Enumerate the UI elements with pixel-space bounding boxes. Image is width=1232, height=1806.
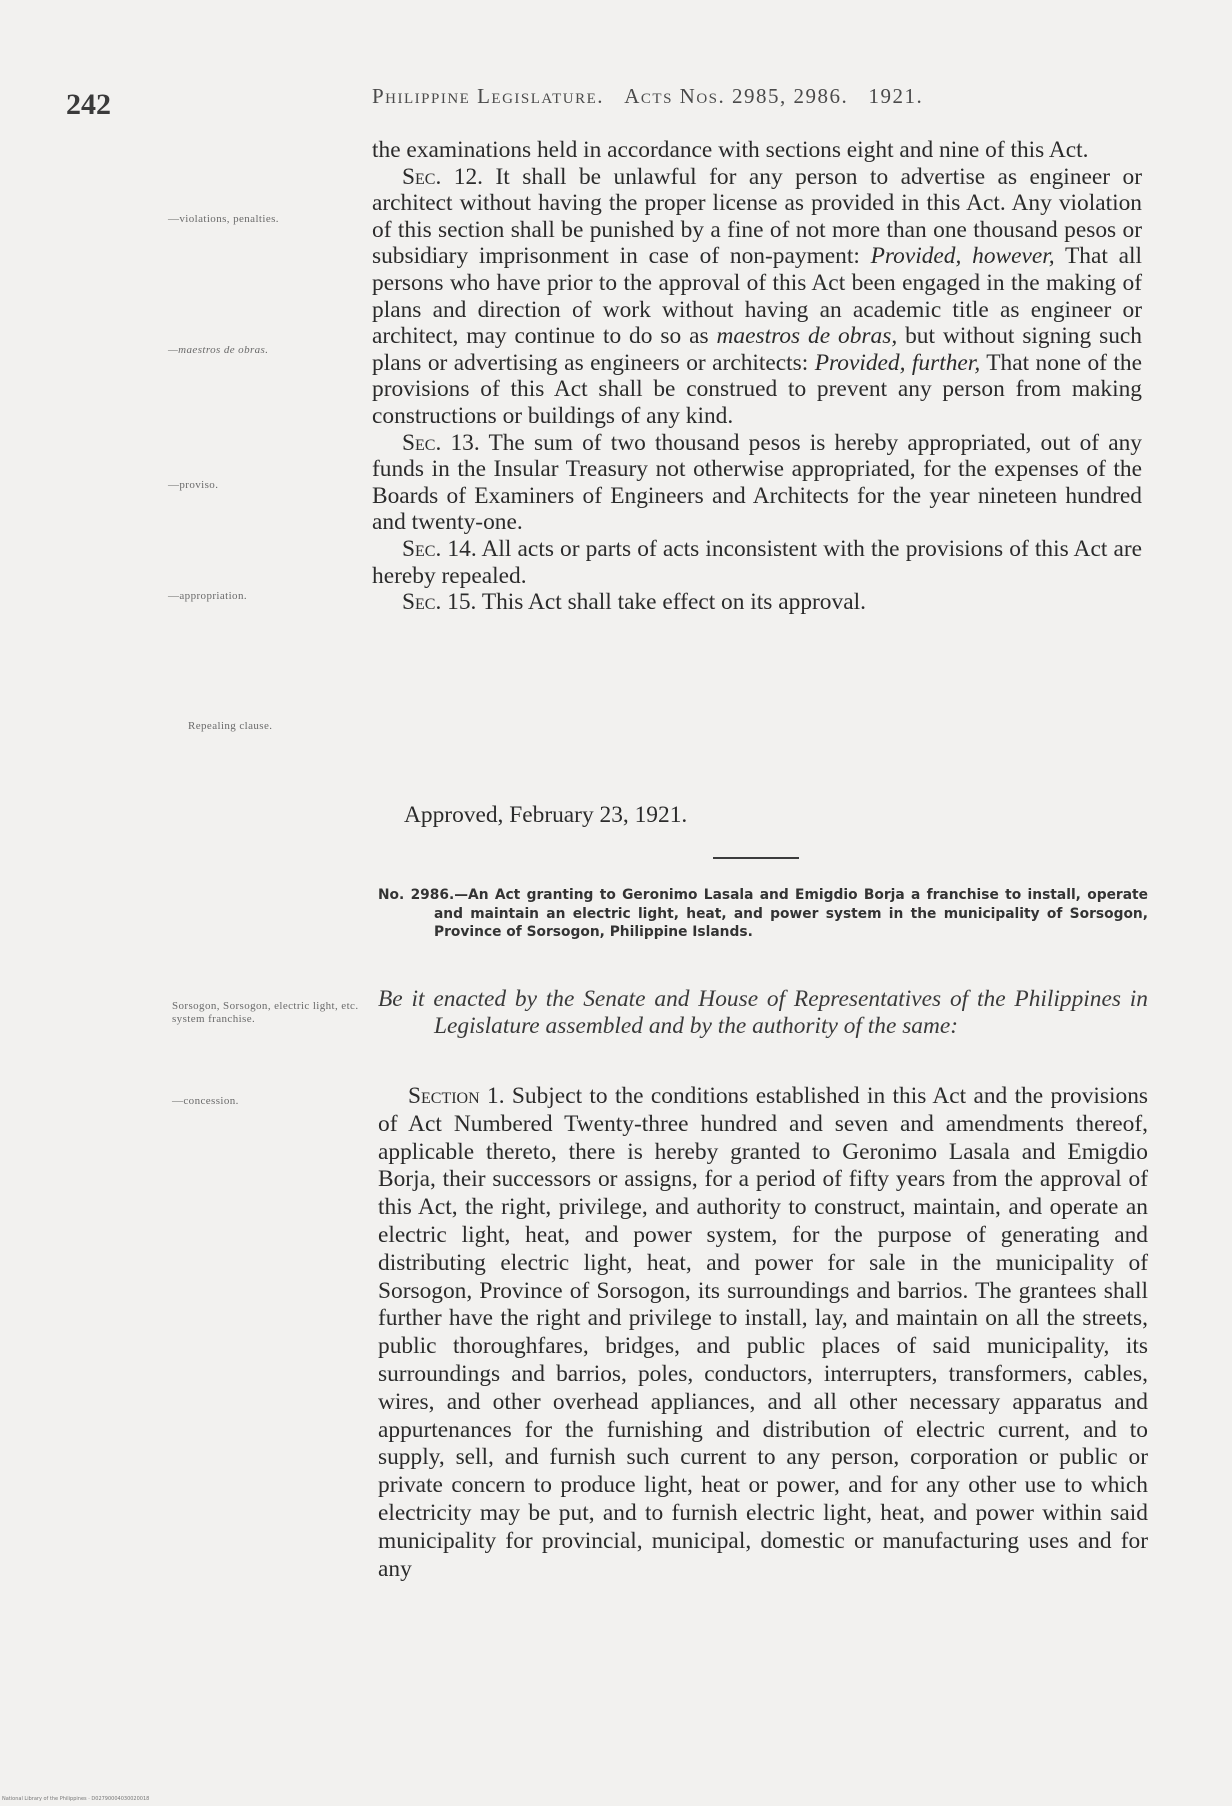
- running-head-year: 1921.: [868, 84, 924, 108]
- section-12-text-b: That all persons who have prior to the approval of this Act been engaged in the making of plans and direction of work without having an academic title as engineer or architect, may continue to do so as: [372, 243, 1143, 350]
- section-12-label: Sec. 12.: [402, 163, 484, 190]
- section-12: [372, 164, 1142, 430]
- section-14-text: All acts or parts of acts inconsistent with the provisions of this Act are hereby repealed.: [372, 535, 1143, 589]
- margin-note-maestros: —maestros de obras.: [168, 344, 269, 356]
- section-1-label: Section 1.: [408, 1083, 505, 1109]
- act-2986-title: No. 2986.—An Act granting to Geronimo Lasala and Emigdio Borja a franchise to install, operate and maintain an electric light, heat, and power system in the municipality of Sorsogon, Province of Sorsogon, Philippine Islands.: [378, 887, 1148, 941]
- section-14-label: Sec. 14.: [402, 535, 477, 562]
- section-14: [372, 536, 1142, 589]
- running-head: [372, 84, 1132, 109]
- running-head-title: Philippine Legislature.: [372, 84, 604, 108]
- margin-note-proviso: —proviso.: [168, 479, 219, 491]
- section-12-maestros: maestros de obras,: [716, 323, 898, 350]
- footer-credit: National Library of the Philippines · D02790004030020018: [2, 1796, 150, 1802]
- section-15: [372, 589, 1142, 616]
- section-15-label: Sec. 15.: [402, 589, 477, 616]
- section-12-text-c: but without signing such plans or advertising as engineers or architects:: [372, 323, 1143, 376]
- section-15-text: This Act shall take effect on its approval.: [476, 589, 866, 616]
- act-2986-summary: [378, 886, 1148, 942]
- section-13: [372, 430, 1142, 536]
- margin-note-concession: —concession.: [172, 1095, 239, 1107]
- section-divider: [713, 857, 799, 859]
- margin-note-franchise: Sorsogon, Sorsogon, electric light, etc. system franchise.: [172, 1000, 359, 1025]
- page-number: 242: [66, 88, 111, 121]
- act-2986-section-1: [378, 1083, 1148, 1583]
- running-head-acts: Acts Nos. 2985, 2986.: [624, 84, 849, 108]
- section-1-text: Subject to the conditions established in this Act and the provisions of Act Numbered Twenty-three hundred and seven and amendments thereof, applicable thereto, there is hereby granted to Geronimo Lasala and Emigdio Borja, their successors or assigns, for a period of fifty years from the approval of this Act, the right, privilege, and authority to construct, maintain, and operate an electric light, heat, and power system, for the purpose of generating and distributing electric light, heat, and power for sale in the municipality of Sorsogon, Province of Sorsogon, its surroundings and barrios. The grantees shall further have the right and privilege to install, lay, and maintain on all the streets, public thoroughfares, bridges, and public places of said municipality, its surroundings and barrios, poles, conductors, interrupters, transformers, cables, wires, and other overhead appliances, and all other necessary apparatus and appurtenances for the furnishing and distribution of electric current, and to supply, sell, and furnish such current to any person, corporation or public or private concern to produce light, heat or power, and for any other use to which electricity may be put, and to furnish electric light, heat, and power within said municipality for provincial, municipal, domestic or manufacturing uses and for any: [378, 1083, 1148, 1582]
- section-13-label: Sec. 13.: [402, 429, 480, 456]
- section-12-text-d: That none of the provisions of this Act shall be construed to prevent any person from making constructions or buildings of any kind.: [372, 349, 1142, 429]
- act-2985-body: [372, 137, 1142, 616]
- section-12-proviso-1: Provided, however,: [870, 243, 1055, 270]
- continuation-paragraph: the examinations held in accordance with sections eight and nine of this Act.: [372, 137, 1089, 163]
- approval-date: Approved, February 23, 1921.: [404, 802, 688, 828]
- section-12-proviso-2: Provided, further,: [814, 349, 981, 376]
- section-12-text-a: It shall be unlawful for any person to advertise as engineer or architect without having the proper license as provided in this Act. Any violation of this section shall be punished by a fine of not more than one thousand pesos or subsidiary imprisonment in case of non-payment:: [372, 163, 1143, 270]
- enacting-clause: Be it enacted by the Senate and House of Representatives of the Philippines in Legislature assembled and by the authority of the same:: [378, 986, 1148, 1039]
- margin-note-repealing: Repealing clause.: [188, 720, 273, 732]
- margin-note-violations: —violations, penalties.: [168, 213, 279, 225]
- margin-note-appropriation: —appropriation.: [168, 590, 248, 602]
- section-13-text: The sum of two thousand pesos is hereby appropriated, out of any funds in the Insular Treasury not otherwise appropriated, for the expenses of the Boards of Examiners of Engineers and Architects for the year nineteen hundred and twenty-one.: [372, 429, 1142, 536]
